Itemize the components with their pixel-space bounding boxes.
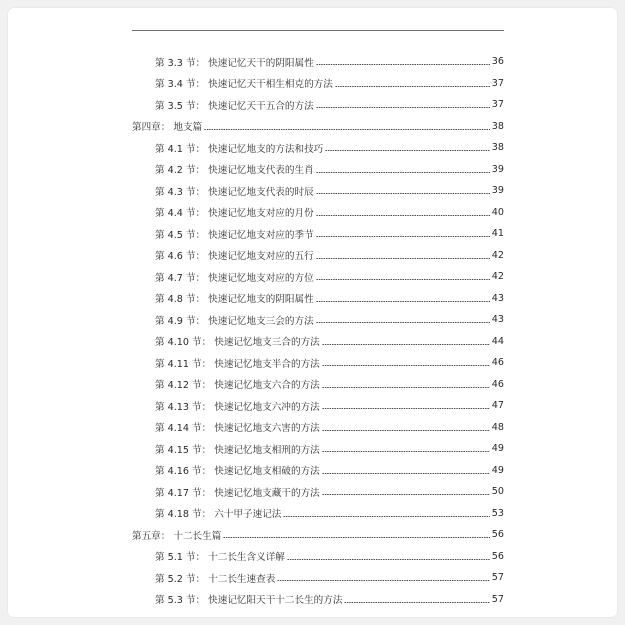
toc-entry-title: 快速记忆地支的方法和技巧: [208, 143, 324, 155]
dot-leader: [316, 278, 490, 281]
dot-leader: [316, 192, 490, 195]
toc-entry-number: 第 4.4 节：: [155, 208, 206, 220]
toc-entry[interactable]: [132, 524, 504, 546]
toc-entry-title: 快速记忆天干五合的方法: [208, 100, 314, 112]
toc-entry-number: 第 4.17 节：: [155, 487, 212, 499]
dot-leader: [322, 450, 490, 453]
toc-entry-page-number: 39: [491, 163, 504, 175]
toc-entry-page-number: 50: [491, 486, 504, 498]
toc-entry-number: 第 4.7 节：: [155, 272, 206, 284]
dot-leader: [316, 63, 490, 66]
toc-entry-number: 第 3.5 节：: [155, 100, 206, 112]
toc-entry-title: 快速记忆地支对应的五行: [208, 251, 314, 263]
toc-entry[interactable]: [132, 438, 504, 460]
toc-entry-title: 快速记忆地支相刑的方法: [214, 444, 320, 456]
toc-entry-page-number: 46: [491, 378, 504, 390]
dot-leader: [335, 85, 490, 88]
toc-entry[interactable]: [132, 137, 504, 159]
toc-entry-title: 十二长生含义详解: [208, 552, 285, 564]
toc-entry[interactable]: [132, 331, 504, 353]
dot-leader: [322, 407, 490, 410]
toc-entry-page-number: 47: [491, 400, 504, 412]
toc-entry-number: 第 4.6 节：: [155, 251, 206, 263]
toc-entry-number: 第 4.8 节：: [155, 294, 206, 306]
toc-entry-number: 第 5.3 节：: [155, 595, 206, 607]
toc-entry-number: 第四章：: [132, 122, 171, 134]
toc-entry-page-number: 49: [491, 464, 504, 476]
toc-entry-number: 第 4.16 节：: [155, 466, 212, 478]
toc-entry-number: 第 4.11 节：: [155, 358, 212, 370]
dot-leader: [322, 343, 490, 346]
dot-leader: [322, 493, 490, 496]
header-rule: [132, 30, 504, 31]
toc-entry-title: 快速记忆地支对应的方位: [208, 272, 314, 284]
toc-entry[interactable]: [132, 288, 504, 310]
dot-leader: [283, 515, 489, 518]
dot-leader: [316, 214, 490, 217]
toc-entry-page-number: 37: [491, 77, 504, 89]
dot-leader: [322, 364, 490, 367]
toc-entry[interactable]: [132, 116, 504, 138]
toc-entry[interactable]: [132, 352, 504, 374]
toc-entry-title: 快速记忆地支三合的方法: [214, 337, 320, 349]
toc-entry[interactable]: [132, 245, 504, 267]
toc-entry-title: 六十甲子速记法: [214, 509, 282, 521]
dot-leader: [223, 536, 489, 539]
toc-entry-title: 快速记忆天干的阴阳属性: [208, 57, 314, 69]
toc-entry-page-number: 42: [491, 271, 504, 283]
dot-leader: [316, 106, 490, 109]
document-page: [8, 8, 617, 617]
toc-entry-page-number: 57: [491, 572, 504, 584]
dot-leader: [316, 171, 490, 174]
dot-leader: [344, 601, 489, 604]
toc-entry-page-number: 38: [491, 120, 504, 132]
toc-entry-page-number: 38: [491, 142, 504, 154]
toc-entry-page-number: 37: [491, 99, 504, 111]
toc-entry-page-number: 41: [491, 228, 504, 240]
toc-entry-page-number: 43: [491, 292, 504, 304]
dot-leader: [322, 472, 490, 475]
dot-leader: [287, 558, 490, 561]
toc-entry-page-number: 56: [491, 529, 504, 541]
toc-entry-page-number: 48: [491, 421, 504, 433]
toc-entry-number: 第 4.18 节：: [155, 509, 212, 521]
toc-entry[interactable]: [132, 503, 504, 525]
toc-entry-title: 快速记忆地支代表的时辰: [208, 186, 314, 198]
toc-entry-number: 第 4.3 节：: [155, 186, 206, 198]
toc-entry-title: 快速记忆地支对应的月份: [208, 208, 314, 220]
toc-entry-number: 第 3.4 节：: [155, 79, 206, 91]
toc-entry-title: 快速记忆地支半合的方法: [214, 358, 320, 370]
toc-entry-title: 快速记忆地支藏干的方法: [214, 487, 320, 499]
toc-entry-number: 第 4.10 节：: [155, 337, 212, 349]
toc-entry-title: 快速记忆地支三会的方法: [208, 315, 314, 327]
dot-leader: [316, 321, 490, 324]
toc-entry-title: 地支篇: [173, 122, 203, 134]
toc-entry-page-number: 49: [491, 443, 504, 455]
toc-entry-number: 第 4.14 节：: [155, 423, 212, 435]
toc-entry[interactable]: [132, 460, 504, 482]
toc-entry-number: 第 3.3 节：: [155, 57, 206, 69]
toc-entry[interactable]: [132, 567, 504, 589]
toc-entry-number: 第 4.15 节：: [155, 444, 212, 456]
toc-entry-title: 快速记忆天干相生相克的方法: [208, 79, 333, 91]
dot-leader: [277, 579, 489, 582]
toc-entry[interactable]: [132, 546, 504, 568]
toc-entry-number: 第 4.5 节：: [155, 229, 206, 241]
toc-entry-page-number: 39: [491, 185, 504, 197]
dot-leader: [322, 429, 490, 432]
toc-entry-title: 快速记忆地支代表的生肖: [208, 165, 314, 177]
toc-entry-page-number: 56: [491, 550, 504, 562]
toc-entry[interactable]: [132, 51, 504, 73]
dot-leader: [316, 300, 490, 303]
toc-entry-number: 第 4.1 节：: [155, 143, 206, 155]
toc-entry[interactable]: [132, 309, 504, 331]
toc-entry-title: 快速记忆地支对应的季节: [208, 229, 314, 241]
toc-entry[interactable]: [132, 395, 504, 417]
toc-entry-page-number: 46: [491, 357, 504, 369]
dot-leader: [204, 128, 490, 131]
toc-entry-title: 快速记忆地支六害的方法: [214, 423, 320, 435]
toc-entry[interactable]: [132, 481, 504, 503]
toc-entry-number: 第 5.2 节：: [155, 573, 206, 585]
toc-entry-title: 十二长生篇: [173, 530, 222, 542]
toc-entry[interactable]: [132, 223, 504, 245]
toc-entry-page-number: 44: [491, 335, 504, 347]
table-of-contents: [132, 51, 504, 610]
toc-entry[interactable]: [132, 159, 504, 181]
toc-entry[interactable]: [132, 417, 504, 439]
dot-leader: [316, 257, 490, 260]
dot-leader: [325, 149, 490, 152]
dot-leader: [322, 386, 490, 389]
toc-entry-number: 第 5.1 节：: [155, 552, 206, 564]
toc-entry-title: 快速记忆地支六合的方法: [214, 380, 320, 392]
toc-entry-title: 快速记忆地支的阴阳属性: [208, 294, 314, 306]
toc-entry-page-number: 53: [491, 507, 504, 519]
toc-entry-page-number: 40: [491, 206, 504, 218]
toc-entry-number: 第 4.9 节：: [155, 315, 206, 327]
toc-entry[interactable]: [132, 73, 504, 95]
toc-entry-page-number: 57: [491, 593, 504, 605]
toc-entry-title: 快速记忆地支相破的方法: [214, 466, 320, 478]
toc-entry-number: 第 4.13 节：: [155, 401, 212, 413]
toc-entry[interactable]: [132, 180, 504, 202]
toc-entry-page-number: 42: [491, 249, 504, 261]
toc-entry[interactable]: [132, 266, 504, 288]
toc-entry-title: 快速记忆地支六冲的方法: [214, 401, 320, 413]
toc-entry-title: 十二长生速查表: [208, 573, 276, 585]
toc-entry-number: 第 4.12 节：: [155, 380, 212, 392]
toc-entry-number: 第 4.2 节：: [155, 165, 206, 177]
toc-entry-page-number: 36: [491, 56, 504, 68]
toc-entry[interactable]: [132, 589, 504, 611]
toc-entry-number: 第五章：: [132, 530, 171, 542]
toc-entry[interactable]: [132, 94, 504, 116]
toc-entry-title: 快速记忆阳天干十二长生的方法: [208, 595, 343, 607]
toc-entry[interactable]: [132, 202, 504, 224]
toc-entry-page-number: 43: [491, 314, 504, 326]
dot-leader: [316, 235, 490, 238]
toc-entry[interactable]: [132, 374, 504, 396]
